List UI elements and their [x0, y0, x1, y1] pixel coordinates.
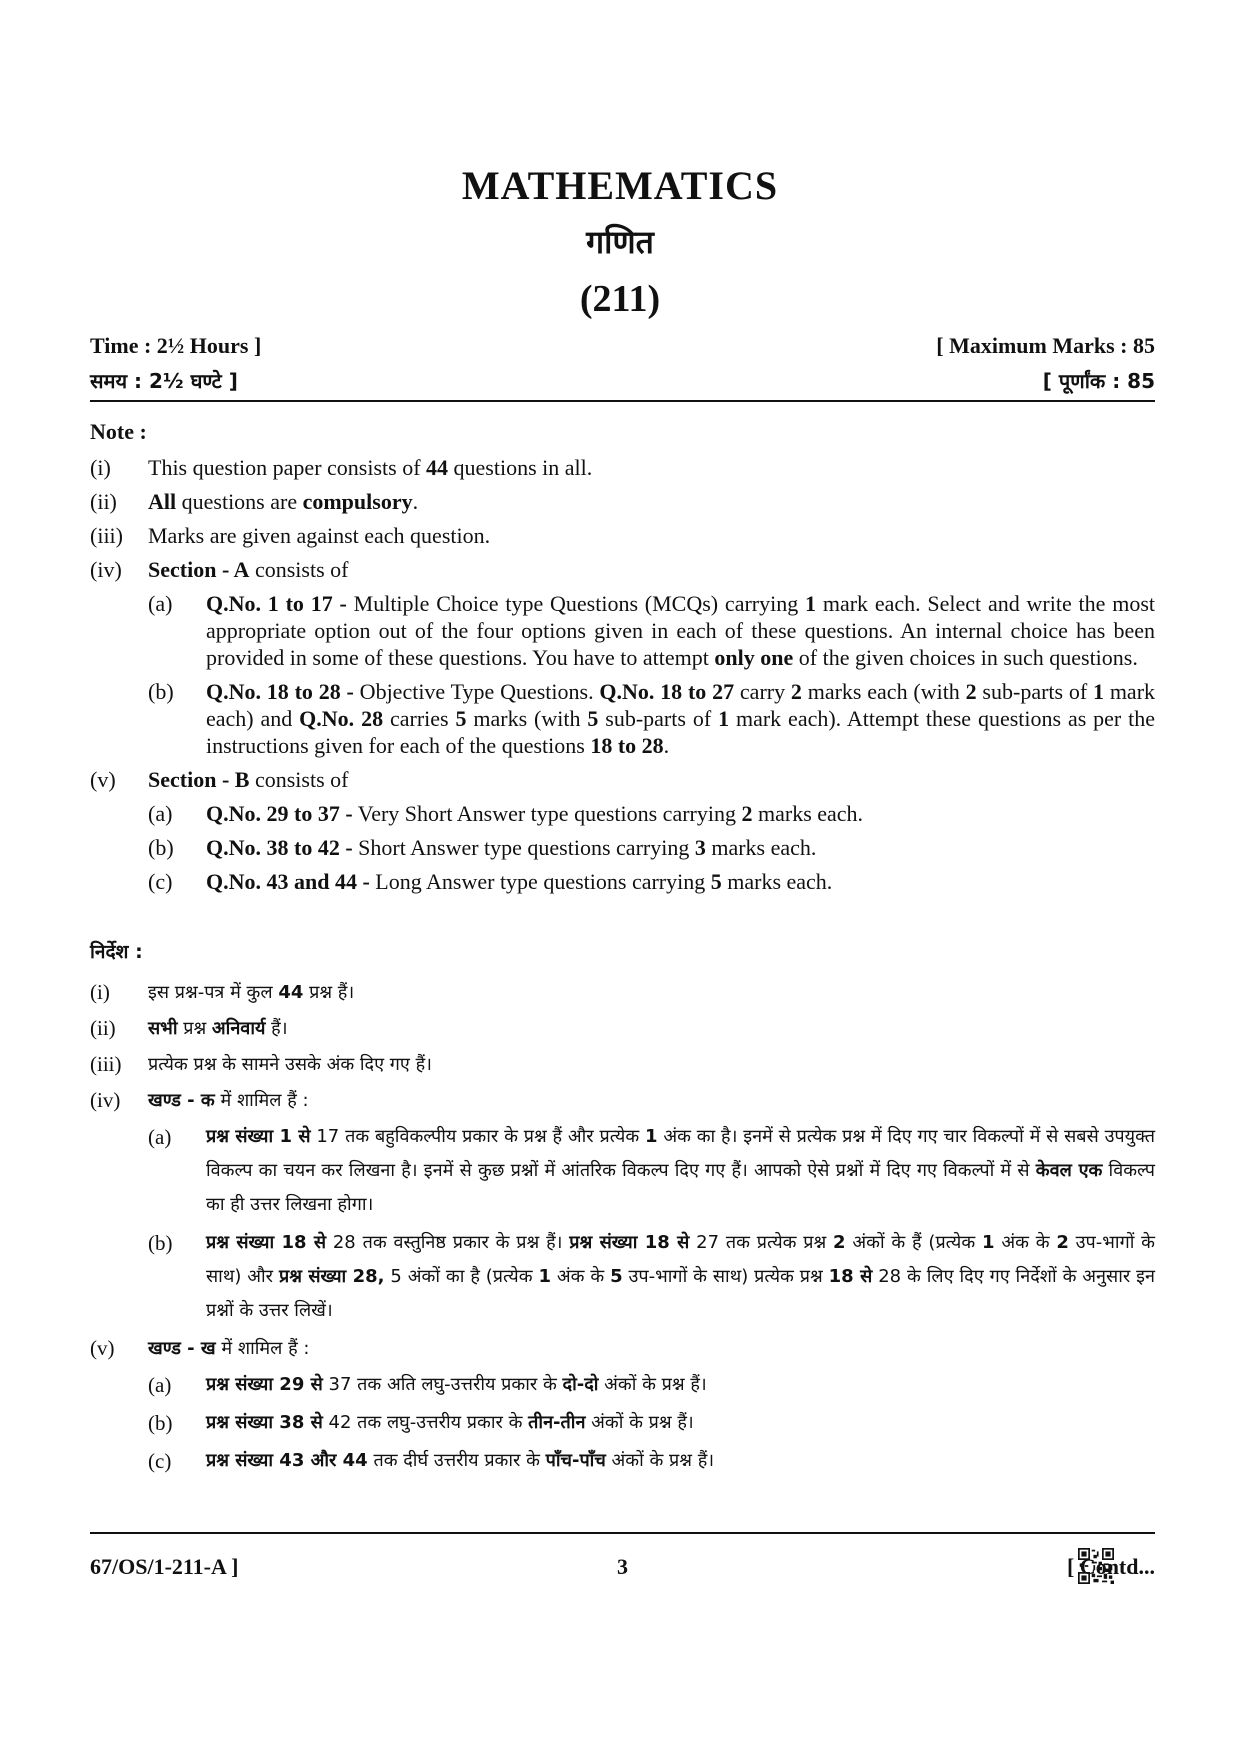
- hi-item-iv-b: [148, 1226, 1155, 1328]
- hi-item-iv: [90, 1084, 1155, 1117]
- item-text: Q.No. 43 and 44 - Long Answer type questions carrying 5 marks each.: [206, 869, 833, 894]
- item-number: (a): [148, 1373, 172, 1397]
- item-number: (a): [148, 591, 173, 616]
- note-item-v-c: [148, 868, 1155, 895]
- hi-item-iii: [90, 1048, 1155, 1081]
- item-text: प्रश्न संख्या 18 से 28 तक वस्तुनिष्ठ प्रकार के प्रश्न हैं। प्रश्न संख्या 18 से 27 तक प्रत्येक प्रश्न 2 अंकों के हैं (प्रत्येक 1 अंक के 2 उप-भागों के साथ) और प्रश्न संख्या 28, 5 अंकों का है (प्रत्येक 1 अंक के 5 उप-भागों के साथ) प्रत्येक प्रश्न 18 से 28 के लिए दिए गए निर्देशों के अनुसार इन प्रश्नों के उत्तर लिखें।: [206, 1232, 1156, 1321]
- item-number: (v): [90, 767, 116, 792]
- note-item-v: [90, 766, 1155, 793]
- item-text: Section - A consists of: [148, 557, 349, 582]
- item-number: (a): [148, 801, 173, 826]
- note-item-v-b: [148, 834, 1155, 861]
- subject-title-en: MATHEMATICS: [461, 163, 779, 208]
- footer-divider: [90, 1532, 1155, 1534]
- item-text: प्रश्न संख्या 29 से 37 तक अति लघु-उत्तरीय प्रकार के दो-दो अंकों के प्रश्न हैं।: [206, 1374, 707, 1395]
- hi-item-v: [90, 1332, 1155, 1365]
- meta-row-hi: [90, 367, 1155, 394]
- meta-row-en: [90, 333, 1155, 359]
- item-number: (b): [148, 679, 174, 704]
- item-number: (a): [148, 1125, 172, 1149]
- subject-code: (211): [579, 278, 661, 320]
- time-hi: समय : 2½ घण्टे ]: [90, 369, 238, 393]
- item-text: Q.No. 38 to 42 - Short Answer type questions carrying 3 marks each.: [206, 835, 817, 860]
- continued-label: [ Contd...: [1066, 1554, 1155, 1579]
- item-number: (c): [148, 869, 173, 894]
- item-number: (ii): [90, 1016, 116, 1040]
- item-number: (v): [90, 1336, 115, 1360]
- item-number: (iv): [90, 1088, 121, 1112]
- item-text: खण्ड - ख में शामिल हैं :: [148, 1338, 310, 1359]
- item-text: इस प्रश्न-पत्र में कुल 44 प्रश्न हैं।: [148, 982, 355, 1003]
- note-item-i: [90, 454, 1155, 481]
- item-text: This question paper consists of 44 questions in all.: [148, 455, 593, 480]
- item-text: प्रश्न संख्या 1 से 17 तक बहुविकल्पीय प्रकार के प्रश्न हैं और प्रत्येक 1 अंक का है। इनमें से प्रत्येक प्रश्न में दिए गए चार विकल्पों में से सबसे उपयुक्त विकल्प का चयन कर लिखना है। इनमें से कुछ प्रश्नों में आंतरिक विकल्प दिए गए हैं। आपको ऐसे प्रश्नों में दिए गए विकल्पों में से केवल एक विकल्प का ही उत्तर लिखना होगा।: [206, 1126, 1156, 1215]
- subject-title-hi: गणित: [586, 223, 654, 261]
- item-text: Q.No. 1 to 17 - Multiple Choice type Questions (MCQs) carrying 1 mark each. Select and write the most appropriate option out of the four options given in each of these questions. An internal choice has been provided in some of these questions. You have to attempt only one of the given choices in such questions.: [206, 591, 1155, 670]
- note-heading: Note :: [90, 419, 147, 444]
- item-number: (b): [148, 835, 174, 860]
- max-marks-en: [ Maximum Marks : 85: [936, 333, 1155, 358]
- notes-hi: [90, 938, 1155, 1482]
- time-en: Time : 2½ Hours ]: [90, 333, 262, 358]
- item-text: All questions are compulsory.: [148, 489, 419, 514]
- item-text: प्रत्येक प्रश्न के सामने उसके अंक दिए गए हैं।: [148, 1054, 432, 1075]
- hi-item-v-c: [148, 1444, 1155, 1478]
- note-item-iii: [90, 522, 1155, 549]
- item-number: (iii): [90, 1052, 122, 1076]
- item-number: (b): [148, 1231, 173, 1255]
- hi-item-v-b: [148, 1406, 1155, 1440]
- note-item-iv-b: [148, 678, 1155, 759]
- note-item-v-a: [148, 800, 1155, 827]
- item-number: (ii): [90, 489, 117, 514]
- hi-item-iv-a: [148, 1120, 1155, 1222]
- item-text: प्रश्न संख्या 43 और 44 तक दीर्घ उत्तरीय प्रकार के पाँच-पाँच अंकों के प्रश्न हैं।: [206, 1450, 715, 1471]
- hi-item-ii: [90, 1012, 1155, 1045]
- page-number: 3: [617, 1554, 628, 1579]
- title-block: [0, 158, 1240, 328]
- note-item-iv-a: [148, 590, 1155, 671]
- item-number: (i): [90, 980, 110, 1004]
- item-text: सभी प्रश्न अनिवार्य हैं।: [148, 1018, 288, 1039]
- max-marks-hi: [ पूर्णांक : 85: [1042, 369, 1155, 393]
- item-text: प्रश्न संख्या 38 से 42 तक लघु-उत्तरीय प्रकार के तीन-तीन अंकों के प्रश्न हैं।: [206, 1412, 694, 1433]
- item-text: Q.No. 18 to 28 - Objective Type Questions. Q.No. 18 to 27 carry 2 marks each (with 2 sub-parts of 1 mark each) and Q.No. 28 carries 5 marks (with 5 sub-parts of 1 mark each). Attempt these questions as per the instructions given for each of the questions 18 to 28.: [206, 679, 1156, 758]
- item-text: Section - B consists of: [148, 767, 349, 792]
- hi-item-i: [90, 976, 1155, 1009]
- notes-en: [90, 418, 1155, 902]
- note-item-ii: [90, 488, 1155, 515]
- item-text: Marks are given against each question.: [148, 523, 491, 548]
- note-heading-hi: निर्देश :: [90, 941, 143, 963]
- item-number: (c): [148, 1449, 172, 1473]
- header-divider: [90, 400, 1155, 402]
- paper-code: 67/OS/1-211-A ]: [90, 1554, 239, 1579]
- item-number: (i): [90, 455, 111, 480]
- item-number: (iii): [90, 523, 123, 548]
- item-number: (iv): [90, 557, 122, 582]
- item-text: Q.No. 29 to 37 - Very Short Answer type questions carrying 2 marks each.: [206, 801, 864, 826]
- item-text: खण्ड - क में शामिल हैं :: [148, 1090, 309, 1111]
- hi-item-v-a: [148, 1368, 1155, 1402]
- note-item-iv: [90, 556, 1155, 583]
- item-number: (b): [148, 1411, 173, 1435]
